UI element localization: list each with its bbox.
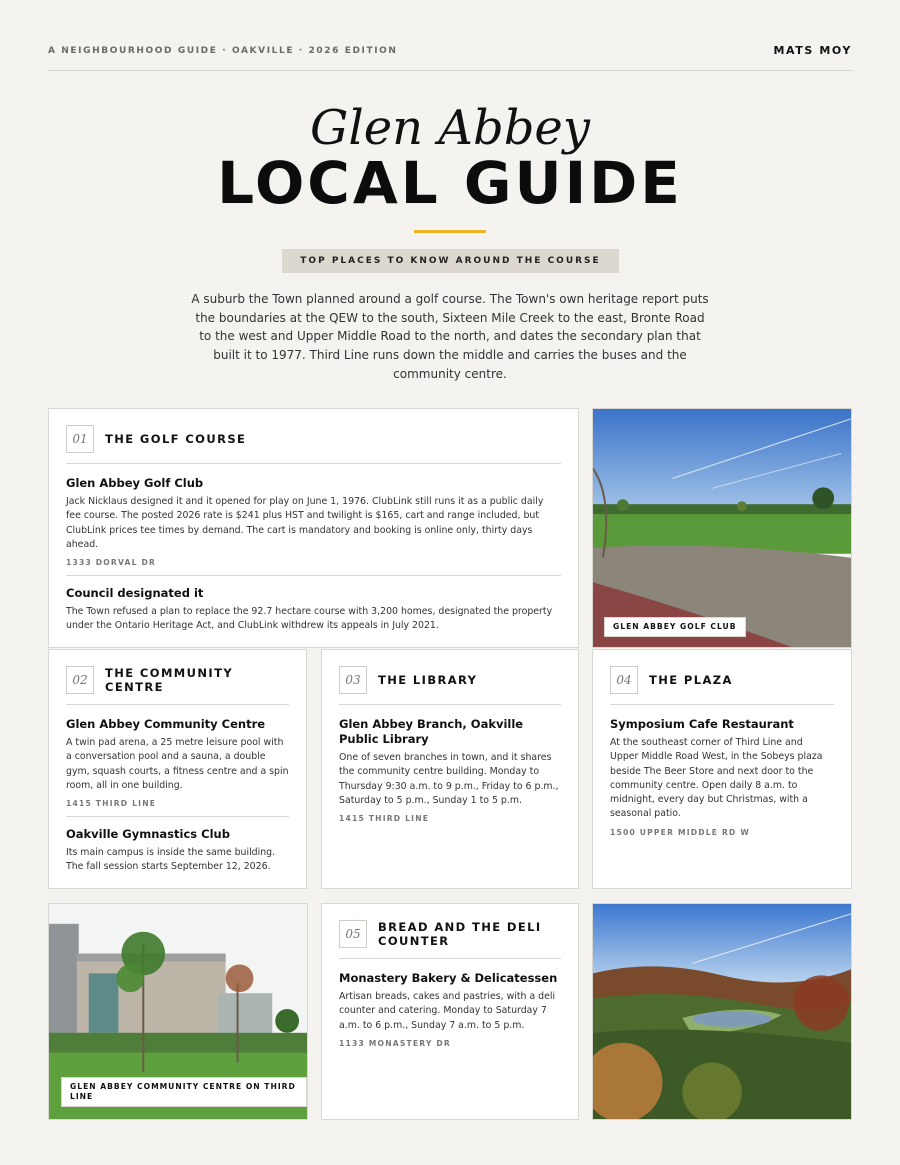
section-title: THE PLAZA [649,673,733,687]
entry-description: Its main campus is inside the same building. The fall session starts September 12, 2026. [66,847,276,873]
main-title: LOCAL GUIDE [217,149,683,217]
list-item [66,816,289,883]
section-title: THE COMMUNITY CENTRE [105,666,234,694]
entry-name: Monastery Bakery & Delicatessen [339,971,558,985]
entry-name: Symposium Cafe Restaurant [610,717,794,731]
entry-address: 1500 UPPER MIDDLE RD W [610,827,750,837]
section-number: 02 [66,666,94,694]
section-title: THE GOLF COURSE [105,432,247,446]
section-number: 01 [66,425,94,453]
photo-caption: GLEN ABBEY GOLF CLUB [604,617,746,637]
community-centre-photo [48,903,308,1120]
photo-caption: GLEN ABBEY COMMUNITY CENTRE ON THIRD LINE [61,1077,307,1107]
section-header [339,666,561,705]
entry-name: Council designated it [66,586,204,601]
edition-label: A NEIGHBOURHOOD GUIDE · OAKVILLE · 2026 EDITION [48,46,398,56]
list-item [339,971,561,1056]
tagline-badge: TOP PLACES TO KNOW AROUND THE COURSE [282,249,619,273]
entry-description: Jack Nicklaus designed it and it opened for play on June 1, 1976. ClubLink still runs it as a public daily fee course. The posted 2026 rate is $241 plus HST and twilight is $165, cart and range included, but ClubLink prices tee times by demand. The cart is mandatory and booking is online only, thirty days ahead. [66,496,544,550]
section-title: THE LIBRARY [378,673,478,687]
section-header [66,666,289,705]
top-bar [48,40,852,71]
entry-name: Oakville Gymnastics Club [66,827,230,842]
entry-name: Glen Abbey Golf Club [66,476,204,490]
entry-address: 1415 THIRD LINE [339,814,430,824]
section-header [66,425,561,464]
section-number: 04 [610,666,638,694]
entry-description: A twin pad arena, a 25 metre leisure pool with a conversation pool and a sauna, a double gym, squash courts, a fitness centre and a spin room, all in one building. [66,737,289,791]
author-name: MATS MOY [773,44,852,57]
section-plaza [592,649,852,889]
section-title: BREAD AND THE DELI COUNTER [378,920,542,948]
section-number: 05 [339,920,367,948]
section-golf-course [48,408,579,648]
section-header [339,920,561,959]
entry-description: One of seven branches in town, and it shares the community centre building. Monday to Thursday 9:30 a.m. to 9 p.m., Friday to 6 p.m., Saturday to 5 p.m., Sunday 1 to 5 p.m. [339,752,559,806]
entry-name: Glen Abbey Branch, Oakville Public Library [339,717,524,746]
list-item [66,575,561,642]
section-header [610,666,834,705]
valley-course-photo [592,903,852,1120]
entry-description: Artisan breads, cakes and pastries, with a deli counter and catering. Monday to Saturday 7 a.m. to 6 p.m., Sunday 7 a.m. to 5 p.m. [339,991,556,1031]
section-number: 03 [339,666,367,694]
section-bread-deli [321,903,579,1120]
entry-description: The Town refused a plan to replace the 92.7 hectare course with 3,200 homes, designated the property under the Ontario Heritage Act, and ClubLink withdrew its appeals in July 2021. [66,606,553,632]
list-item [66,476,561,575]
entry-description: At the southeast corner of Third Line and Upper Middle Road West, in the Sobeys plaza beside The Beer Store and next door to the community centre. Open daily 8 a.m. to midnight, every day but Christmas, with a seasonal patio. [610,737,823,820]
valley-course-image [593,904,851,1119]
list-item [66,717,289,816]
entry-address: 1333 DORVAL DR [66,558,157,568]
entry-name: Glen Abbey Community Centre [66,717,266,731]
accent-rule [414,230,486,233]
intro-paragraph: A suburb the Town planned around a golf course. The Town's own heritage report puts the boundaries at the QEW to the south, Sixteen Mile Creek to the east, Bronte Road to the west and Upper Middle Road to the north, and dates the secondary plan that built it to 1977. Third Line runs down the middle and carries the buses and the community centre. [191,292,709,381]
script-title: Glen Abbey [310,100,590,156]
list-item [610,717,834,845]
entry-address: 1415 THIRD LINE [66,799,157,809]
list-item [339,717,561,831]
section-library [321,649,579,889]
golf-course-photo [592,408,852,648]
golf-course-image [593,409,851,647]
section-community-centre [48,649,307,889]
entry-address: 1133 MONASTERY DR [339,1038,451,1048]
